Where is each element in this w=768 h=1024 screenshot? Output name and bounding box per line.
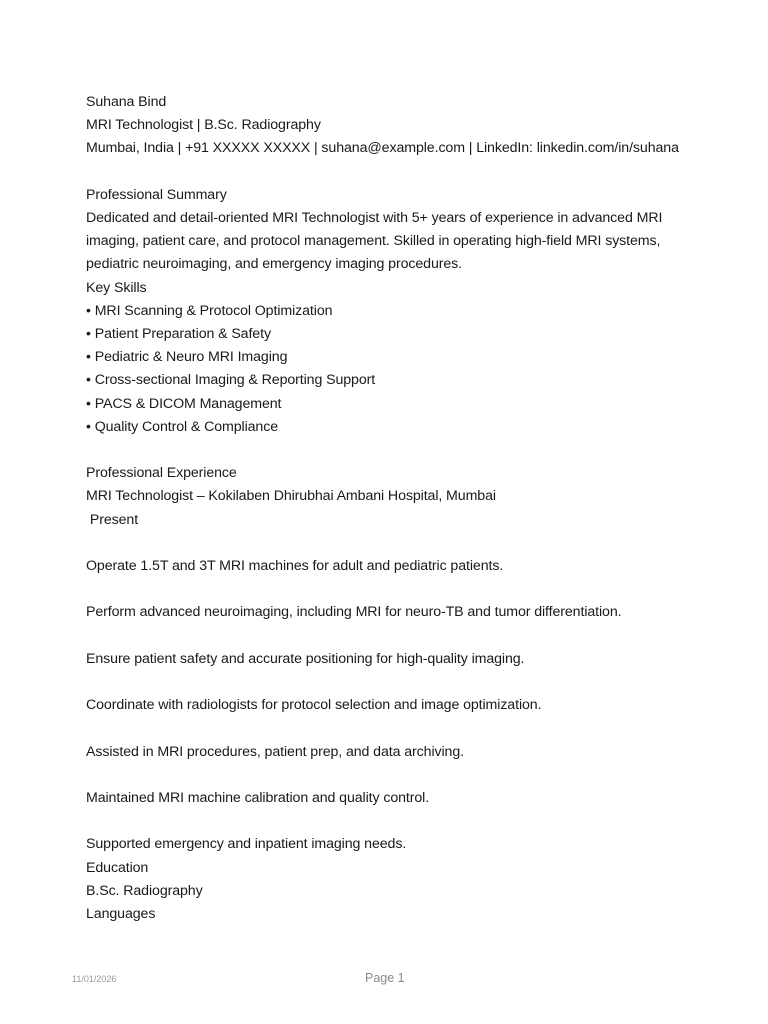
- skill-item: • Pediatric & Neuro MRI Imaging: [86, 349, 288, 366]
- spacer: [86, 532, 706, 555]
- spacer: [86, 717, 706, 740]
- skill-item: • PACS & DICOM Management: [86, 395, 282, 412]
- duty-item: Maintained MRI machine calibration and quality control.: [86, 789, 430, 806]
- summary-heading: Professional Summary: [86, 186, 227, 203]
- duty-item: Coordinate with radiologists for protocol selection and image optimization.: [86, 697, 542, 714]
- resume-content: [86, 91, 706, 926]
- experience-heading: Professional Experience: [86, 465, 237, 482]
- spacer: [86, 161, 706, 184]
- summary-line: imaging, patient care, and protocol management. Skilled in operating high-field MRI systems,: [86, 233, 661, 250]
- duty-item: Ensure patient safety and accurate positioning for high-quality imaging.: [86, 650, 525, 667]
- experience-period: Present: [86, 511, 139, 528]
- skill-item: • Quality Control & Compliance: [86, 418, 279, 435]
- spacer: [86, 578, 706, 601]
- skill-item: • Patient Preparation & Safety: [86, 326, 271, 343]
- summary-line: Dedicated and detail-oriented MRI Technologist with 5+ years of experience in advanced MRI: [86, 210, 663, 226]
- candidate-title: MRI Technologist | B.Sc. Radiography: [86, 117, 321, 134]
- duty-item: Assisted in MRI procedures, patient prep, and data archiving.: [86, 743, 464, 760]
- duty-item: Operate 1.5T and 3T MRI machines for adult and pediatric patients.: [86, 558, 504, 575]
- spacer: [86, 764, 706, 787]
- education-heading: Education: [86, 859, 149, 876]
- spacer: [86, 625, 706, 648]
- education-degree: B.Sc. Radiography: [86, 882, 203, 899]
- summary-line: pediatric neuroimaging, and emergency imaging procedures.: [86, 256, 463, 273]
- skill-item: • MRI Scanning & Protocol Optimization: [86, 302, 333, 319]
- footer-date: 11/01/2026: [72, 974, 117, 984]
- skills-heading: Key Skills: [86, 279, 147, 296]
- spacer: [86, 810, 706, 833]
- candidate-name: Suhana Bind: [86, 94, 167, 110]
- languages-heading: Languages: [86, 905, 156, 922]
- skill-item: • Cross-sectional Imaging & Reporting Support: [86, 372, 376, 389]
- contact-info: Mumbai, India | +91 XXXXX XXXXX | suhana@example.com | LinkedIn: linkedin.com/in/suhana: [86, 140, 679, 157]
- page-number: Page 1: [365, 971, 405, 985]
- spacer: [86, 671, 706, 694]
- experience-role: MRI Technologist – Kokilaben Dhirubhai Ambani Hospital, Mumbai: [86, 488, 496, 505]
- duty-item: Perform advanced neuroimaging, including MRI for neuro-TB and tumor differentiation.: [86, 604, 622, 621]
- spacer: [86, 439, 706, 462]
- duty-item: Supported emergency and inpatient imaging needs.: [86, 836, 407, 853]
